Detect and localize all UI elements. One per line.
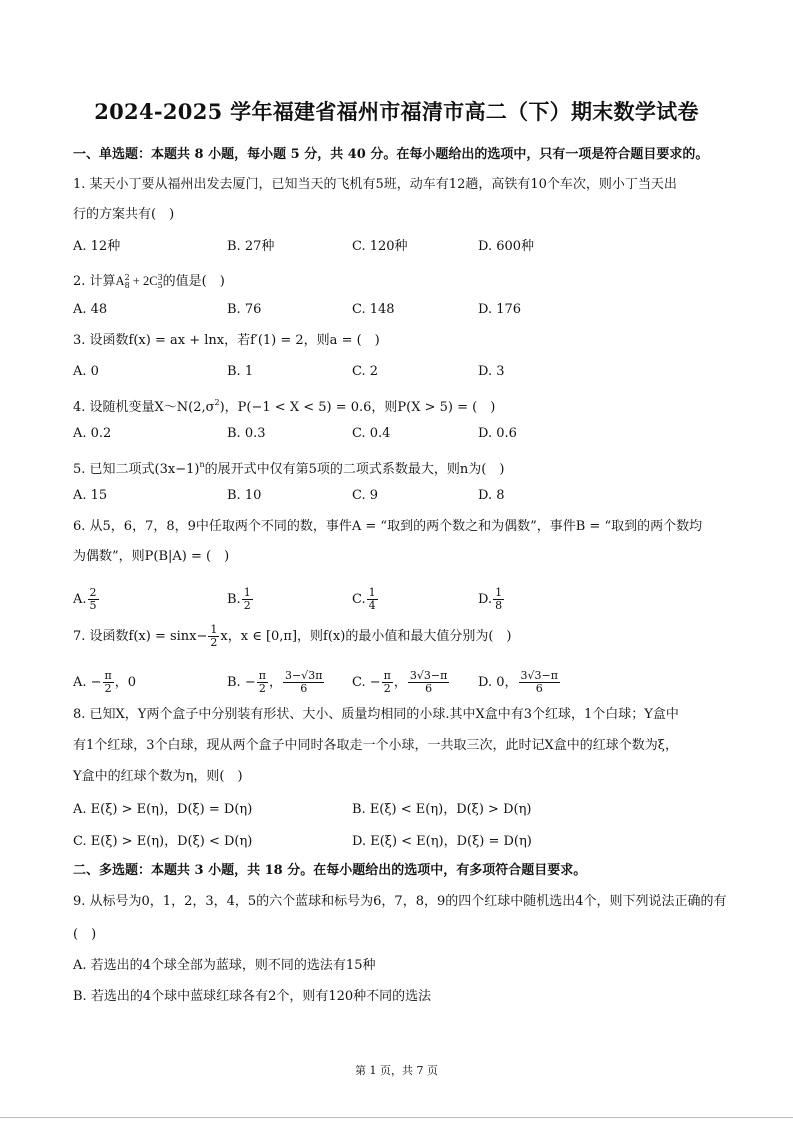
- question-3-option-d: D. 3: [478, 364, 505, 379]
- option-label: B.: [227, 592, 241, 607]
- separator: ，: [393, 675, 407, 690]
- option-label: C.: [352, 592, 366, 607]
- numerator: 3√3−π: [409, 669, 448, 682]
- question-2-suffix: 的值是( ): [162, 274, 225, 289]
- question-4-exponent: 2: [214, 398, 220, 407]
- fraction: [103, 670, 114, 695]
- question-6-option-d: [478, 587, 505, 612]
- numerator: 2: [89, 586, 97, 599]
- question-7-option-c: [352, 670, 450, 695]
- question-8-line-2: 有1个红球，3个白球，现从两个盒子中同时各取走一个小球，一共取三次，此时记X盒中的红球个数为ξ，: [73, 738, 678, 753]
- question-4-option-b: B. 0.3: [227, 426, 266, 441]
- fraction: [493, 587, 504, 612]
- fraction: [382, 670, 393, 695]
- page-footer: 第 1 页，共 7 页: [355, 1064, 438, 1077]
- option-label: D. 0，: [478, 675, 518, 690]
- denominator: 2: [210, 636, 218, 649]
- numerator: 3√3−π: [520, 669, 558, 682]
- question-1-line-2: 行的方案共有( ): [73, 207, 175, 222]
- question-4-option-a: A. 0.2: [73, 426, 112, 441]
- question-9-option-a: A. 若选出的4个球全部为蓝球，则不同的选法有15种: [73, 958, 376, 973]
- question-5-exponent: n: [199, 460, 205, 469]
- question-9-line-2: ( ): [73, 927, 97, 942]
- question-2-option-d: D. 176: [478, 302, 522, 317]
- fraction: [208, 624, 219, 649]
- question-3-option-b: B. 1: [227, 364, 254, 379]
- question-1-option-b: B. 27种: [227, 239, 275, 254]
- question-5-option-d: D. 8: [478, 488, 505, 503]
- question-8-option-b: B. E(ξ) < E(η)，D(ξ) > D(η): [352, 802, 532, 817]
- question-8-line-1: 8. 已知X，Y两个盒子中分别装有形状、大小、质量均相同的小球.其中X盒中有3个红球，1个白球；Y盒中: [73, 707, 679, 722]
- question-6-option-b: [227, 587, 254, 612]
- question-6-line-1: 6. 从5，6，7，8，9中任取两个不同的数，事件A = “取到的两个数之和为偶数”，事件B = “取到的两个数均: [73, 519, 703, 534]
- question-7-option-b: [227, 670, 325, 695]
- question-6-option-a: [73, 587, 100, 612]
- numerator: 3−√3π: [284, 669, 323, 682]
- question-3-option-a: A. 0: [73, 364, 99, 379]
- question-4-suffix: )，P(−1 < X < 5) = 0.6，则P(X > 5) = ( ): [219, 400, 496, 415]
- question-7-option-d: [478, 670, 561, 695]
- question-4-prefix: 4. 设随机变量X～N(2,σ: [73, 400, 215, 415]
- denominator: 2: [243, 599, 251, 612]
- denominator: 2: [104, 682, 112, 695]
- question-1-option-a: A. 12种: [73, 239, 121, 254]
- question-4-option-c: C. 0.4: [352, 426, 391, 441]
- question-2-stem: [73, 272, 225, 291]
- question-5-prefix: 5. 已知二项式(3x−1): [73, 462, 200, 477]
- section-single-choice-heading: 一、单选题：本题共 8 小题，每小题 5 分，共 40 分。在每小题给出的选项中，只有一项是符合题目要求的。: [73, 147, 709, 162]
- question-3-stem: 3. 设函数f(x) = ax + lnx，若f′(1) = 2，则a = ( ): [73, 333, 380, 348]
- question-3-option-c: C. 2: [352, 364, 379, 379]
- question-8-option-a: A. E(ξ) > E(η)，D(ξ) = D(η): [73, 802, 253, 817]
- denominator: 8: [495, 599, 503, 612]
- question-2-option-a: A. 48: [73, 302, 108, 317]
- question-5-option-a: A. 15: [73, 488, 108, 503]
- question-8-option-c: C. E(ξ) > E(η)，D(ξ) < D(η): [73, 834, 253, 849]
- question-9-option-b: B. 若选出的4个球中蓝球红球各有2个，则有120种不同的选法: [73, 989, 432, 1004]
- fraction: [408, 670, 449, 695]
- option-label: C. −: [352, 675, 381, 690]
- question-6-option-c: [352, 587, 379, 612]
- separator: ，: [268, 675, 282, 690]
- denominator: 2: [258, 682, 266, 695]
- numerator: 1: [495, 586, 503, 599]
- numerator: 1: [210, 623, 218, 636]
- question-7-stem: [73, 624, 511, 649]
- question-7-option-a: [73, 670, 136, 695]
- denominator: 6: [425, 682, 433, 695]
- denominator: 6: [300, 682, 308, 695]
- question-5-suffix: 的展开式中仅有第5项的二项式系数最大，则n为( ): [204, 462, 505, 477]
- denominator: 6: [535, 682, 543, 695]
- separator: ，0: [114, 675, 137, 690]
- numerator: π: [104, 669, 112, 682]
- question-5-stem: [73, 456, 504, 479]
- question-8-option-d: D. E(ξ) < E(η)，D(ξ) = D(η): [352, 834, 532, 849]
- question-9-line-1: 9. 从标号为0，1，2，3，4，5的六个蓝球和标号为6，7，8，9的四个红球中随机选出4个，则下列说法正确的有: [73, 894, 727, 909]
- combination-subscript: 5: [157, 280, 163, 290]
- fraction: [242, 587, 253, 612]
- denominator: 5: [89, 599, 97, 612]
- bottom-divider: [0, 1117, 793, 1118]
- permutation-subscript: 8: [124, 280, 130, 290]
- numerator: π: [258, 669, 266, 682]
- question-1-option-c: C. 120种: [352, 239, 408, 254]
- numerator: 1: [368, 586, 376, 599]
- question-5-option-b: B. 10: [227, 488, 262, 503]
- fraction: [257, 670, 268, 695]
- fraction: [519, 670, 560, 695]
- denominator: 4: [368, 599, 376, 612]
- option-label: B. −: [227, 675, 256, 690]
- option-label: A.: [73, 592, 87, 607]
- denominator: 2: [383, 682, 391, 695]
- option-label: D.: [478, 592, 493, 607]
- question-2-option-c: C. 148: [352, 302, 395, 317]
- fraction: [283, 670, 324, 695]
- numerator: π: [383, 669, 391, 682]
- question-1-option-d: D. 600种: [478, 239, 535, 254]
- question-6-line-2: 为偶数”，则P(B|A) = ( ): [73, 549, 230, 564]
- question-2-option-b: B. 76: [227, 302, 262, 317]
- page-title: 2024-2025 学年福建省福州市福清市高二（下）期末数学试卷: [94, 99, 699, 124]
- question-5-option-c: C. 9: [352, 488, 379, 503]
- question-2-prefix: 2. 计算: [73, 274, 116, 289]
- option-label: A. −: [73, 675, 102, 690]
- numerator: 1: [243, 586, 251, 599]
- question-4-option-d: D. 0.6: [478, 426, 517, 441]
- question-7-prefix: 7. 设函数f(x) = sinx−: [73, 629, 208, 644]
- question-7-suffix: x，x ∈ [0,π]，则f(x)的最小值和最大值分别为( ): [220, 629, 512, 644]
- section-multiple-choice-heading: 二、多选题：本题共 3 小题，共 18 分。在每小题给出的选项中，有多项符合题目要求。: [73, 863, 587, 878]
- question-8-line-3: Y盒中的红球个数为η，则( ): [73, 769, 243, 784]
- combination-superscript: 3: [157, 272, 163, 282]
- combination-term: + 2C: [129, 274, 158, 288]
- fraction: [367, 587, 378, 612]
- permutation-superscript: 2: [124, 272, 130, 282]
- fraction: [88, 587, 99, 612]
- question-1-line-1: 1. 某天小丁要从福州出发去厦门，已知当天的飞机有5班，动车有12趟，高铁有10个车次，则小丁当天出: [73, 177, 677, 192]
- permutation-symbol: A: [115, 274, 125, 288]
- question-4-stem: [73, 394, 495, 417]
